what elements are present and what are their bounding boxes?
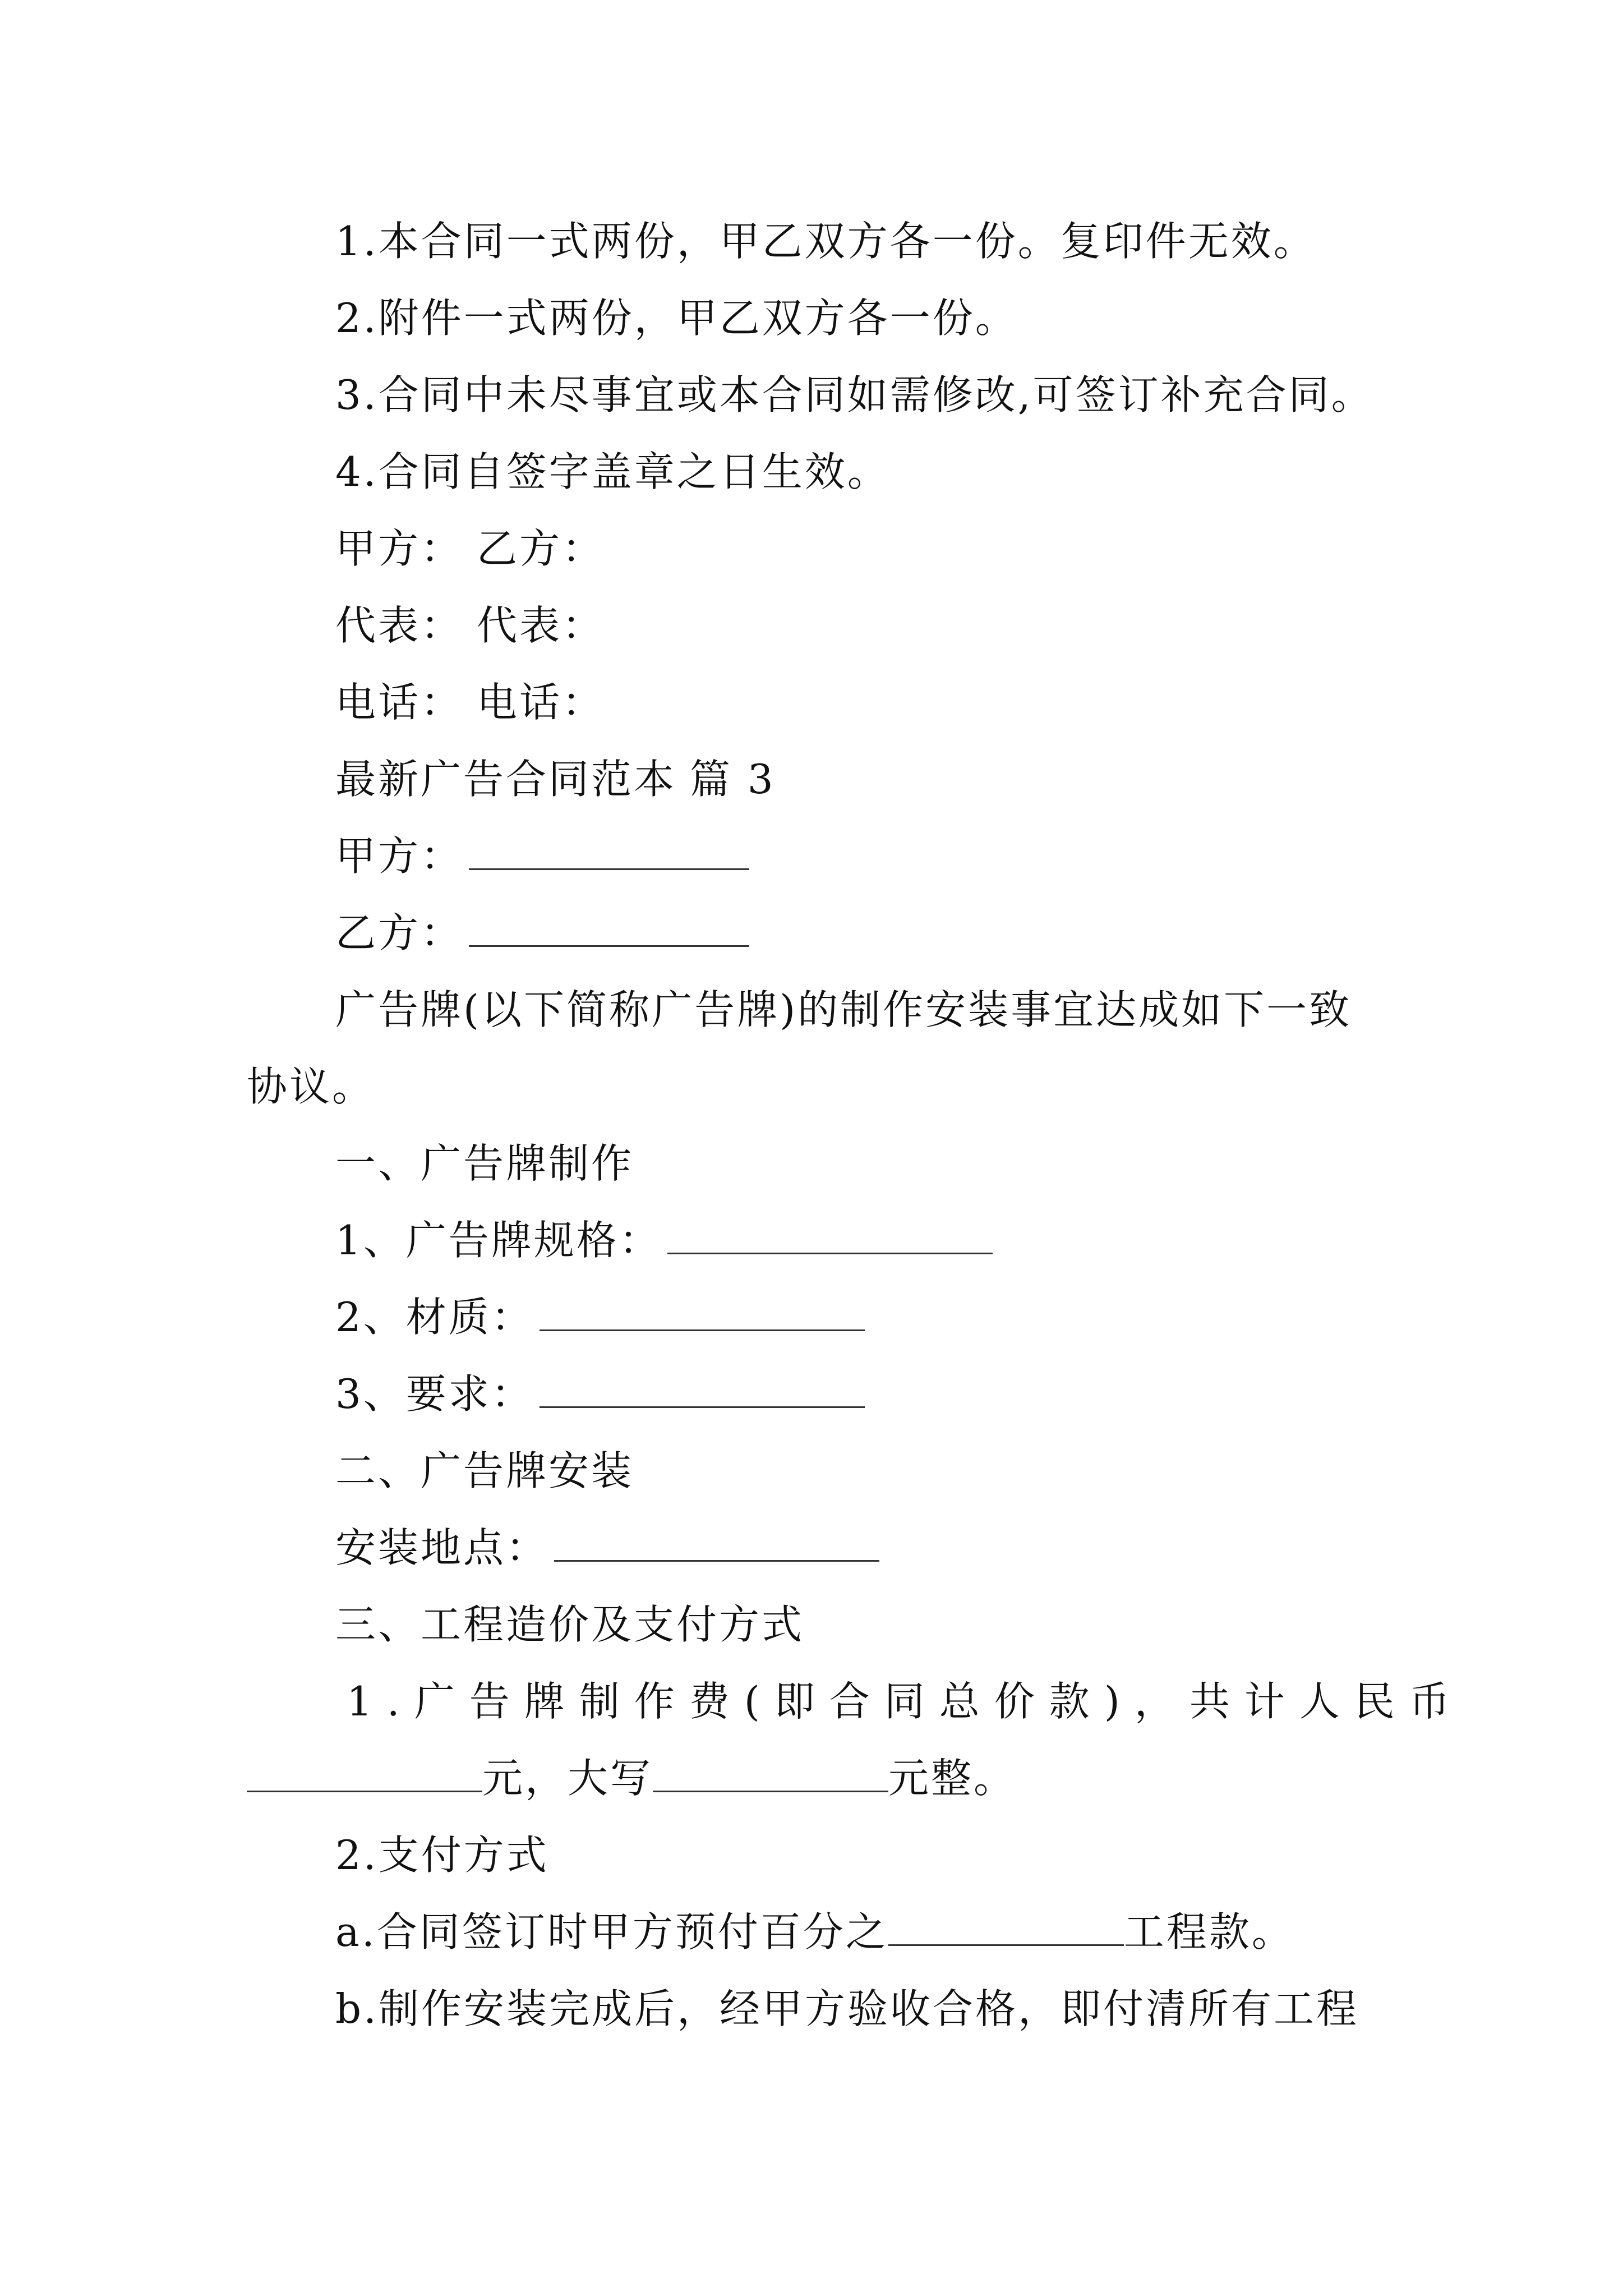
signature-party-a: 甲方： (335, 525, 464, 572)
part1-material-blank (540, 1294, 865, 1331)
part2-heading: 二、广告牌安装 (335, 1447, 634, 1494)
signature-party-b: 乙方： (477, 525, 605, 572)
signature-phone-row (335, 677, 605, 728)
party-a-blank (469, 832, 749, 870)
clause-4: 4.合同自签字盖章之日生效。 (335, 448, 890, 495)
part3-fee-amount-blank (247, 1755, 482, 1792)
party-b-row (335, 908, 749, 958)
part2-location-label: 安装地点： (335, 1524, 549, 1571)
clause-3: 3.合同中未尽事宜或本合同如需修改,可签订补充合同。 (335, 371, 1374, 418)
part2-location-row (335, 1522, 879, 1573)
part1-spec-row (335, 1215, 993, 1266)
signature-phone-a: 电话： (335, 679, 464, 726)
part1-requirement-row (335, 1369, 865, 1419)
part2-location-blank (554, 1524, 879, 1562)
part3-heading: 三、工程造价及支付方式 (335, 1601, 805, 1648)
part3-fee-end: 元整。 (888, 1755, 1017, 1802)
signature-rep-a: 代表： (335, 602, 464, 649)
part3-fee-line-2 (247, 1753, 1016, 1803)
part3-item-b: b.制作安装完成后，经甲方验收合格，即付清所有工程 (335, 1985, 1359, 2032)
party-b-blank (469, 909, 749, 947)
part3-payment-heading: 2.支付方式 (335, 1832, 549, 1879)
signature-phone-b: 电话： (477, 679, 605, 726)
intro-line-1: 广告牌(以下简称广告牌)的制作安装事宜达成如下一致 (335, 986, 1352, 1033)
part3-item-a-end: 工程款。 (1123, 1908, 1294, 1955)
part1-spec-label: 1、广告牌规格： (335, 1217, 662, 1264)
party-a-row (335, 831, 749, 881)
part3-fee-capital-blank (653, 1755, 888, 1792)
part1-spec-blank (667, 1217, 993, 1254)
part1-heading: 一、广告牌制作 (335, 1140, 634, 1187)
section-title: 最新广告合同范本 (335, 756, 677, 803)
section-suffix: 篇 3 (690, 756, 776, 803)
clause-1: 1.本合同一式两份，甲乙双方各一份。复印件无效。 (335, 218, 1316, 265)
part1-material-row (335, 1292, 865, 1342)
part3-fee-yuan: 元，大写 (482, 1755, 653, 1802)
party-b-label: 乙方： (335, 909, 464, 956)
part3-item-a-row (335, 1907, 1294, 1957)
part1-material-label: 2、材质： (335, 1294, 534, 1341)
part1-requirement-label: 3、要求： (335, 1370, 534, 1418)
part3-fee-line-1: 1.广告牌制作费(即合同总价款)，共计人民币 (347, 1678, 1464, 1725)
intro-line-2: 协议。 (247, 1063, 375, 1110)
part1-requirement-blank (540, 1370, 865, 1408)
party-a-label: 甲方： (335, 832, 464, 880)
signature-party-row (335, 523, 605, 574)
clause-2: 2.附件一式两份，甲乙双方各一份。 (335, 295, 1018, 342)
signature-rep-b: 代表： (477, 602, 605, 649)
section-heading (335, 754, 776, 804)
part3-item-a-blank (888, 1908, 1124, 1946)
signature-rep-row (335, 600, 605, 651)
part3-item-a-start: a.合同签订时甲方预付百分之 (335, 1908, 888, 1955)
